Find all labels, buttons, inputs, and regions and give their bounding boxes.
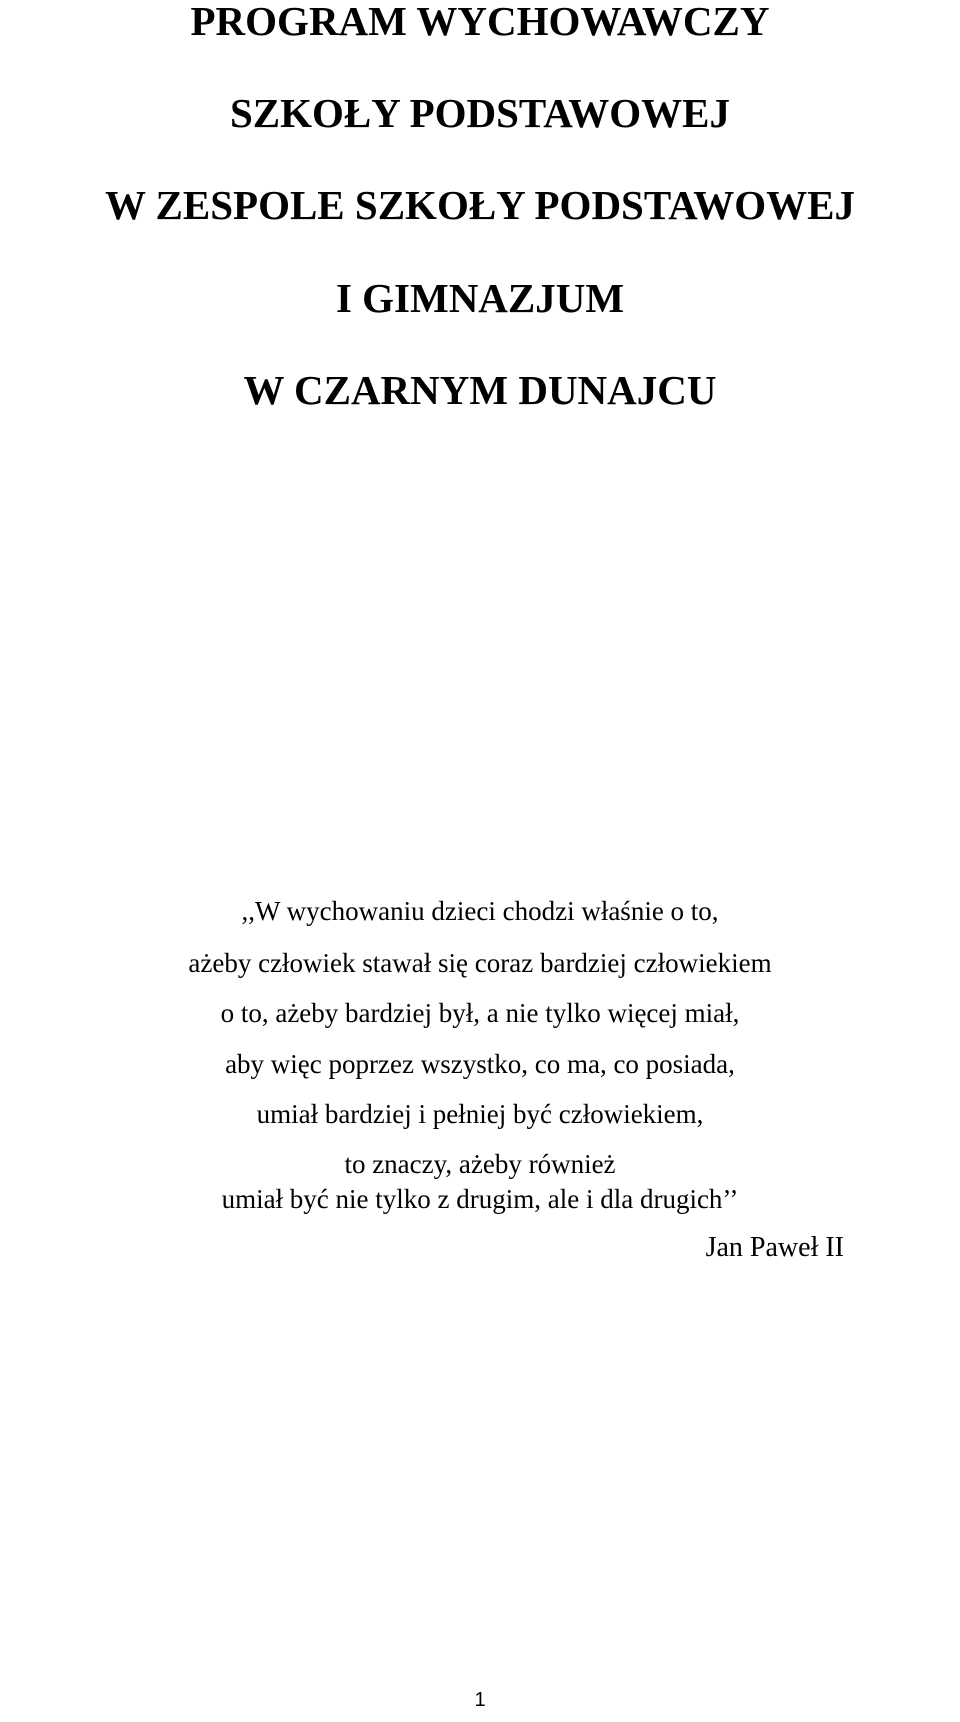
quote-line: to znaczy, ażeby również (344, 1149, 616, 1179)
title-line: I GIMNAZJUM (335, 275, 625, 321)
quote-line: ażeby człowiek stawał się coraz bardziej człowiekiem (188, 948, 772, 978)
page-number: 1 (474, 1689, 486, 1711)
title-line: W ZESPOLE SZKOŁY PODSTAWOWEJ (105, 182, 855, 228)
quote-line: aby więc poprzez wszystko, co ma, co posiada, (225, 1049, 735, 1079)
quote-author: Jan Paweł II (705, 1232, 844, 1263)
title-line: W CZARNYM DUNAJCU (243, 367, 717, 413)
quote-line: o to, ażeby bardziej był, a nie tylko więcej miał, (220, 998, 740, 1028)
title-line: PROGRAM WYCHOWAWCZY (190, 0, 770, 44)
title-line: SZKOŁY PODSTAWOWEJ (229, 90, 731, 136)
quote-line: umiał być nie tylko z drugim, ale i dla drugich’’ (221, 1184, 739, 1214)
quote-line: umiał bardziej i pełniej być człowiekiem, (256, 1099, 704, 1129)
quote-line: ,,W wychowaniu dzieci chodzi właśnie o to, (241, 896, 719, 926)
